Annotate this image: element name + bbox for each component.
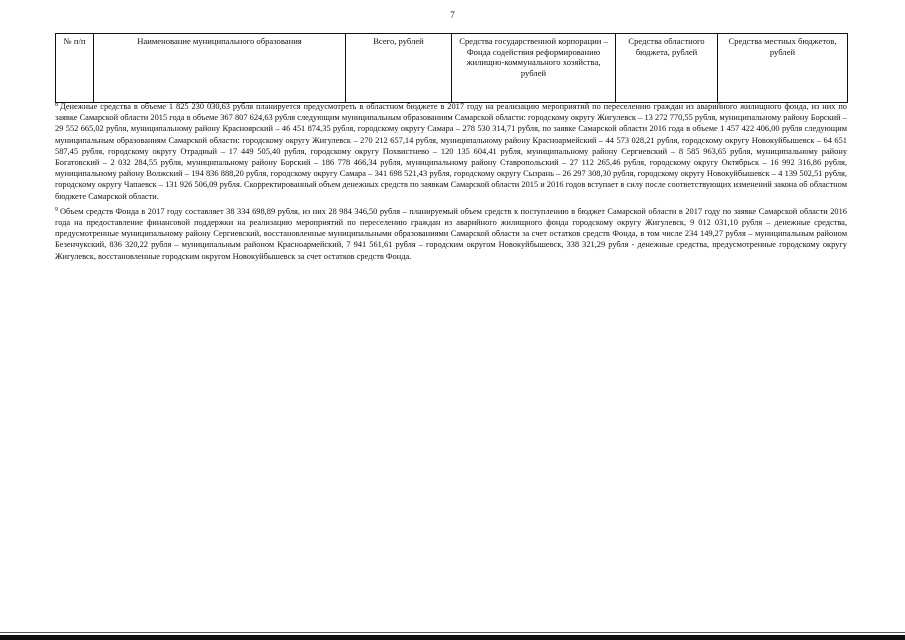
- header-cell-regional-budget: Средства областного бюджета, рублей: [616, 34, 718, 103]
- scan-edge-bar: [0, 635, 905, 640]
- footnote-text: Денежные средства в объеме 1 825 230 030,63 рубля планируется предусмотреть в областном бюджете в 2017 году на реализацию мероприятий по переселению граждан из аварийного жилищного фонда, из них по заявке Самарской области 2015 года в объеме 367 807 624,63 рубля следующим муниципальным образованиям Самарской области: городскому округу Жигулевск – 13 272 770,55 рубля, муниципальному району Борский – 29 552 665,02 рубля, муниципальному району Красноярский – 46 451 874,35 рубля, городскому округу Самара – 278 530 314,71 рубля, по заявке Самарской области 2016 года в объеме 1 457 422 406,00 рубля следующим муниципальным образованиям Самарской области: городскому округу Жигулевск – 270 212 657,14 рубля, муниципальному району Красноармейский – 44 573 028,21 рубля, городскому округу Новокуйбышевск – 64 651 587,45 рубля, городскому округу Отрадный – 17 449 505,40 рубля, городскому округу Похвистнево – 120 135 604,41 рубля, муниципальному району Сергиевский – 8 585 963,65 рубля, муниципальному району Богатовский – 2 032 284,55 рубля, муниципальному району Борский – 186 778 466,34 рубля, муниципальному району Ставропольский – 27 112 265,46 рубля, городскому округу Октябрьск – 16 992 316,86 рубля, муниципальному району Волжский – 194 836 888,20 рубля, городскому округу Самара – 341 698 521,43 рубля, городскому округу Сызрань – 26 297 308,30 рубля, городскому округу Новокуйбышевск – 4 139 502,51 рубля, городскому округу Чапаевск – 131 926 506,09 рубля. Скорректированный объем денежных средств по заявкам Самарской области 2015 и 2016 годов вступает в силу после соответствующих изменений закона об областном бюджете Самарской области.: [55, 102, 847, 201]
- page-number: 7: [450, 10, 455, 20]
- header-cell-number: № п/п: [56, 34, 94, 103]
- header-cell-local-budget: Средства местных бюджетов, рублей: [718, 34, 848, 103]
- table-header-row: [56, 34, 848, 103]
- header-cell-municipality: Наименование муниципального образования: [94, 34, 346, 103]
- footnote-marker: 8: [55, 102, 58, 108]
- footnote-8: [55, 100, 847, 202]
- header-cell-fund: Средства государственной корпорации – Фонда содействия реформированию жилищно-коммунального хозяйства, рублей: [452, 34, 616, 103]
- footnote-9: [55, 205, 847, 262]
- scan-edge-line: [0, 632, 905, 633]
- header-cell-total: Всего, рублей: [346, 34, 452, 103]
- footnote-text: Объем средств Фонда в 2017 году составляет 38 334 698,89 рубля, из них 28 984 346,50 рубля – планируемый объем средств к поступлению в бюджет Самарской области в 2017 году по заявке Самарской области 2016 года на предоставление финансовой поддержки на реализацию мероприятий по переселению граждан из аварийного жилищного фонда городскому округу Жигулевск, 9 012 031,10 рубля – денежные средства, предусмотренные муниципальному району Сергиевский, восстановленные муниципальными образованиями Самарской области за счет остатков средств Фонда, в том числе 234 149,27 рубля – муниципальным районом Безенчукский, 836 320,22 рубля – муниципальным районом Красноармейский, 7 941 561,61 рубля – городским округом Новокуйбышевск, 338 321,29 рубля - денежные средства, предусмотренные городскому округу Жигулевск, восстановленные городским округом Новокуйбышевск за счет остатков средств Фонда.: [55, 206, 847, 261]
- footnote-marker: 9: [55, 206, 58, 213]
- footnotes: [55, 100, 847, 265]
- table-header: [55, 33, 848, 103]
